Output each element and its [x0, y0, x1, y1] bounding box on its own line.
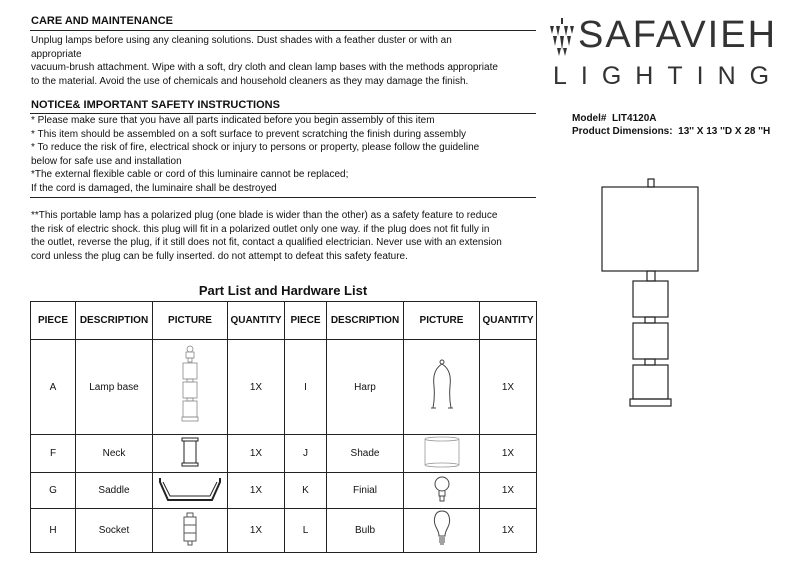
picture-cell — [153, 509, 228, 553]
picture-cell — [404, 340, 480, 435]
col-header: PIECE — [285, 302, 327, 340]
safety-line: below for safe use and installation — [31, 155, 182, 167]
piece-cell: I — [285, 340, 327, 435]
care-heading: CARE AND MAINTENANCE — [31, 15, 173, 27]
safety-line: * To reduce the risk of fire, electrical shock or injury to persons or property, please follow the guideline — [31, 142, 480, 153]
divider — [30, 30, 536, 31]
quantity-cell: 1X — [228, 340, 285, 435]
dims-label: Product Dimensions: — [572, 126, 673, 137]
quantity-cell: 1X — [228, 509, 285, 553]
model-label: Model# — [572, 113, 607, 124]
safety-text — [31, 114, 536, 195]
plug-line: **This portable lamp has a polarized plug (one blade is wider than the other) as a safety feature to reduce — [31, 210, 498, 221]
col-header: QUANTITY — [228, 302, 285, 340]
piece-cell: L — [285, 509, 327, 553]
description-cell: Neck — [76, 435, 153, 473]
col-header: PICTURE — [153, 302, 228, 340]
description-cell: Bulb — [327, 509, 404, 553]
picture-cell — [404, 435, 480, 473]
lamp-base-icon — [175, 343, 205, 428]
safety-heading: NOTICE& IMPORTANT SAFETY INSTRUCTIONS — [31, 99, 280, 111]
saddle-icon — [158, 474, 222, 504]
brand-name: SAFAVIEH — [578, 14, 778, 56]
piece-cell: A — [31, 340, 76, 435]
picture-cell — [153, 473, 228, 509]
safety-line: * This item should be assembled on a soft surface to prevent scratching the finish during assembly — [31, 128, 467, 140]
parts-title: Part List and Hardware List — [198, 283, 368, 298]
col-header: DESCRIPTION — [76, 302, 153, 340]
piece-cell: H — [31, 509, 76, 553]
quantity-cell: 1X — [480, 435, 537, 473]
safety-line: * Please make sure that you have all parts indicated before you begin assembly of this item — [31, 115, 435, 126]
col-header: PIECE — [31, 302, 76, 340]
quantity-cell: 1X — [228, 435, 285, 473]
table-header-row — [31, 302, 537, 340]
care-line: appropriate — [31, 48, 82, 60]
quantity-cell: 1X — [480, 340, 537, 435]
care-text — [31, 34, 536, 88]
quantity-cell: 1X — [480, 509, 537, 553]
piece-cell: G — [31, 473, 76, 509]
care-line: Unplug lamps before using any cleaning solutions. Dust shades with a feather duster or with an — [31, 35, 452, 46]
chandelier-logo-icon — [548, 18, 576, 58]
dimensions-line — [572, 126, 770, 138]
table-row — [31, 435, 537, 473]
col-header: PICTURE — [404, 302, 480, 340]
lamp-drawing-icon — [600, 175, 700, 415]
model-value: LIT4120A — [612, 113, 657, 124]
description-cell: Saddle — [76, 473, 153, 509]
picture-cell — [404, 509, 480, 553]
description-cell: Shade — [327, 435, 404, 473]
care-line: to the material. Avoid the use of chemicals and household cleaners as they may damage the finish. — [31, 75, 469, 87]
col-header: DESCRIPTION — [327, 302, 404, 340]
shade-icon — [422, 435, 462, 469]
table-row — [31, 340, 537, 435]
plug-text — [31, 209, 536, 263]
finial-icon — [432, 474, 452, 504]
table-row — [31, 509, 537, 553]
dims-value: 13'' X 13 ''D X 28 ''H — [678, 126, 771, 137]
safety-line: If the cord is damaged, the luminaire shall be destroyed — [31, 182, 277, 194]
description-cell: Lamp base — [76, 340, 153, 435]
quantity-cell: 1X — [480, 473, 537, 509]
piece-cell: J — [285, 435, 327, 473]
safety-line: *The external flexible cable or cord of this luminaire cannot be replaced; — [31, 169, 349, 180]
parts-table — [30, 301, 537, 553]
plug-line: cord unless the plug can be fully inserted. do not attempt to defeat this safety feature. — [31, 250, 408, 262]
piece-cell: K — [285, 473, 327, 509]
socket-icon — [180, 511, 200, 547]
col-header: QUANTITY — [480, 302, 537, 340]
bulb-icon — [432, 509, 452, 549]
harp-icon — [427, 356, 457, 416]
model-line — [572, 113, 656, 125]
picture-cell — [153, 340, 228, 435]
plug-line: the risk of electric shock. this plug will fit in a polarized outlet only one way. if the plug does not fit fully in — [31, 223, 490, 235]
picture-cell — [404, 473, 480, 509]
description-cell: Harp — [327, 340, 404, 435]
picture-cell — [153, 435, 228, 473]
brand-sub: LIGHTING — [553, 62, 784, 90]
divider — [30, 197, 536, 198]
plug-line: the outlet, reverse the plug, if it still does not fit, contact a qualified electrician. Never use with an extension — [31, 237, 502, 248]
neck-icon — [178, 436, 202, 468]
piece-cell: F — [31, 435, 76, 473]
description-cell: Finial — [327, 473, 404, 509]
care-line: vacuum-brush attachment. Wipe with a soft, dry cloth and clean lamp bases with the methods appropriate — [31, 62, 498, 73]
table-row — [31, 473, 537, 509]
quantity-cell: 1X — [228, 473, 285, 509]
description-cell: Socket — [76, 509, 153, 553]
